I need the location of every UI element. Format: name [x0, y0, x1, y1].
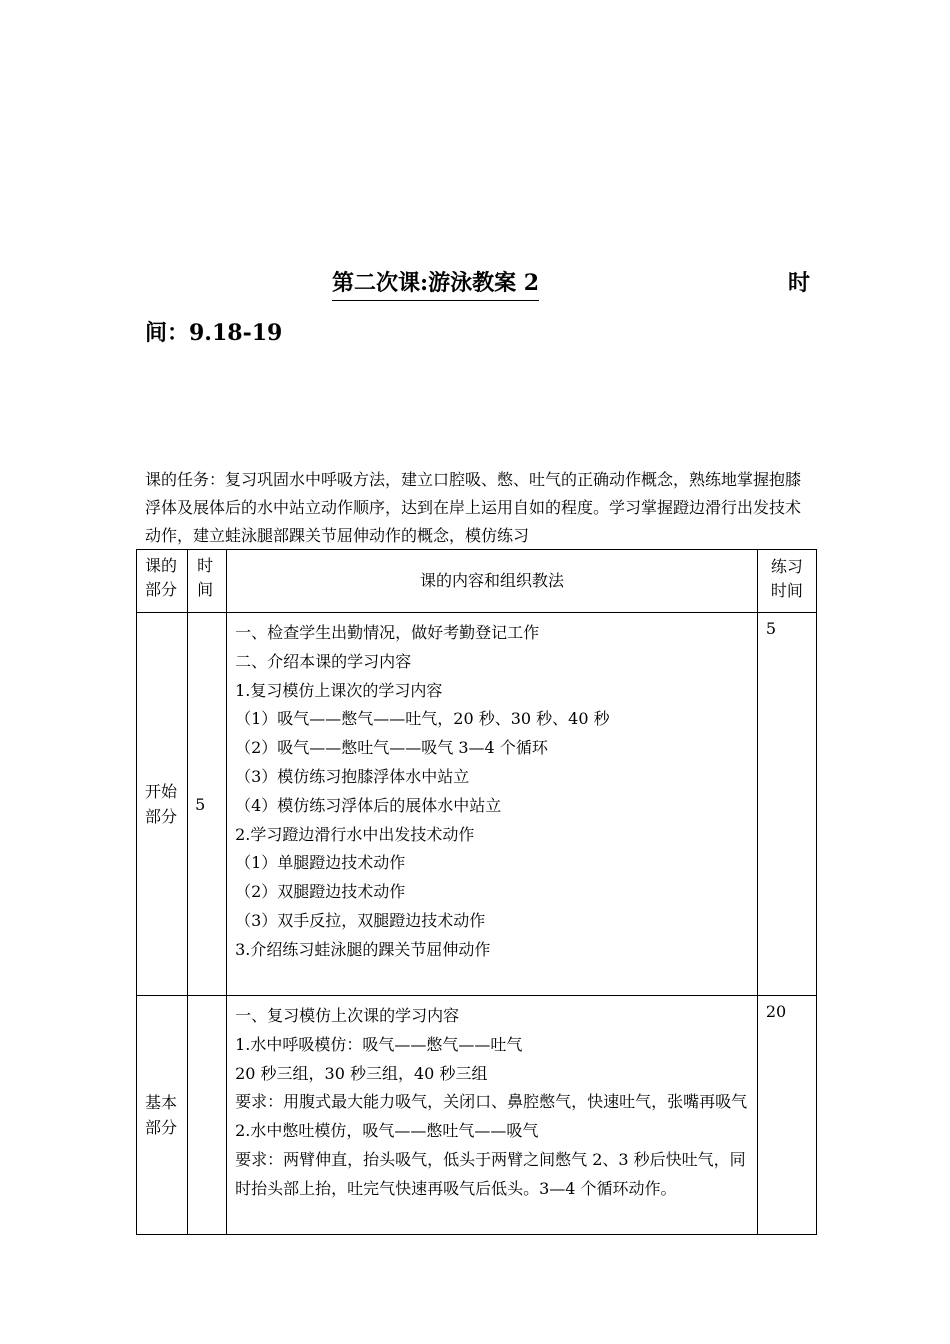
section-cell	[137, 996, 188, 1235]
header-section-line1: 课的	[145, 556, 178, 575]
time-label: 时	[787, 270, 810, 296]
section-label-line1: 基本	[145, 1093, 178, 1112]
section-label-line2: 部分	[145, 807, 178, 826]
title-line	[145, 268, 810, 302]
header-section	[137, 550, 188, 613]
header-practice-line2: 时间	[770, 581, 803, 600]
content-line: 一、检查学生出勤情况，做好考勤登记工作	[235, 623, 540, 642]
header-practice-time	[757, 550, 816, 613]
content-line: 1.水中呼吸模仿：吸气——憋气——吐气	[235, 1034, 523, 1054]
section-cell	[137, 613, 188, 996]
content-line: 一、复习模仿上次课的学习内容	[235, 1006, 460, 1025]
content-line: 20 秒三组，30 秒三组，40 秒三组	[235, 1063, 488, 1083]
date-line: 间：9.18-19	[145, 320, 283, 346]
content-line: （1）吸气——憋气——吐气，20 秒、30 秒、40 秒	[235, 709, 610, 729]
content-line: 要求：用腹式最大能力吸气，关闭口、鼻腔憋气，快速吐气，张嘴再吸气	[235, 1092, 748, 1112]
content-cell	[227, 613, 758, 996]
header-time-line2: 间	[197, 580, 214, 599]
content-line: 1.复习模仿上课次的学习内容	[235, 680, 443, 700]
content-line: （2）双腿蹬边技术动作	[235, 882, 406, 902]
lesson-plan-table	[136, 549, 817, 1235]
lesson-task: 课的任务：复习巩固水中呼吸方法，建立口腔吸、憋、吐气的正确动作概念，熟练地掌握抱膝浮体及展体后的水中站立动作顺序，达到在岸上运用自如的程度。学习掌握蹬边滑行出发技术动作，建立蛙泳腿部踝关节屈伸动作的概念，模仿练习	[145, 470, 802, 545]
content-line: 要求：两臂伸直，抬头吸气，低头于两臂之间憋气 2、3 秒后快吐气，同时抬头部上抬，吐完气快速再吸气后低头。3—4 个循环动作。	[235, 1149, 746, 1198]
table-row	[137, 613, 817, 996]
header-section-line2: 部分	[145, 580, 178, 599]
time-cell	[188, 996, 227, 1235]
content-line: 二、介绍本课的学习内容	[235, 651, 412, 671]
content-line: 2.学习蹬边滑行水中出发技术动作	[235, 824, 475, 844]
header-content: 课的内容和组织教法	[227, 550, 758, 613]
content-line: （1）单腿蹬边技术动作	[235, 853, 406, 873]
section-label-line2: 部分	[145, 1118, 178, 1137]
practice-time-cell: 5	[757, 613, 816, 996]
time-cell: 5	[188, 613, 227, 996]
content-line: （2）吸气——憋吐气——吸气 3—4 个循环	[235, 738, 548, 758]
content-line: （3）模仿练习抱膝浮体水中站立	[235, 766, 470, 786]
practice-time-cell: 20	[757, 996, 816, 1235]
content-line: 3.介绍练习蛙泳腿的踝关节屈伸动作	[235, 939, 491, 959]
table-header-row	[137, 550, 817, 613]
content-line: （3）双手反拉，双腿蹬边技术动作	[235, 910, 486, 930]
header-time	[188, 550, 227, 613]
content-cell	[227, 996, 758, 1235]
content-line: 2.水中憋吐模仿，吸气——憋吐气——吸气	[235, 1121, 539, 1141]
page-title: 第二次课:游泳教案 2	[332, 268, 539, 301]
header-time-line1: 时	[197, 556, 214, 575]
content-line: （4）模仿练习浮体后的展体水中站立	[235, 795, 502, 815]
header-practice-line1: 练习	[770, 557, 803, 576]
table-row	[137, 996, 817, 1235]
section-label-line1: 开始	[145, 782, 178, 801]
